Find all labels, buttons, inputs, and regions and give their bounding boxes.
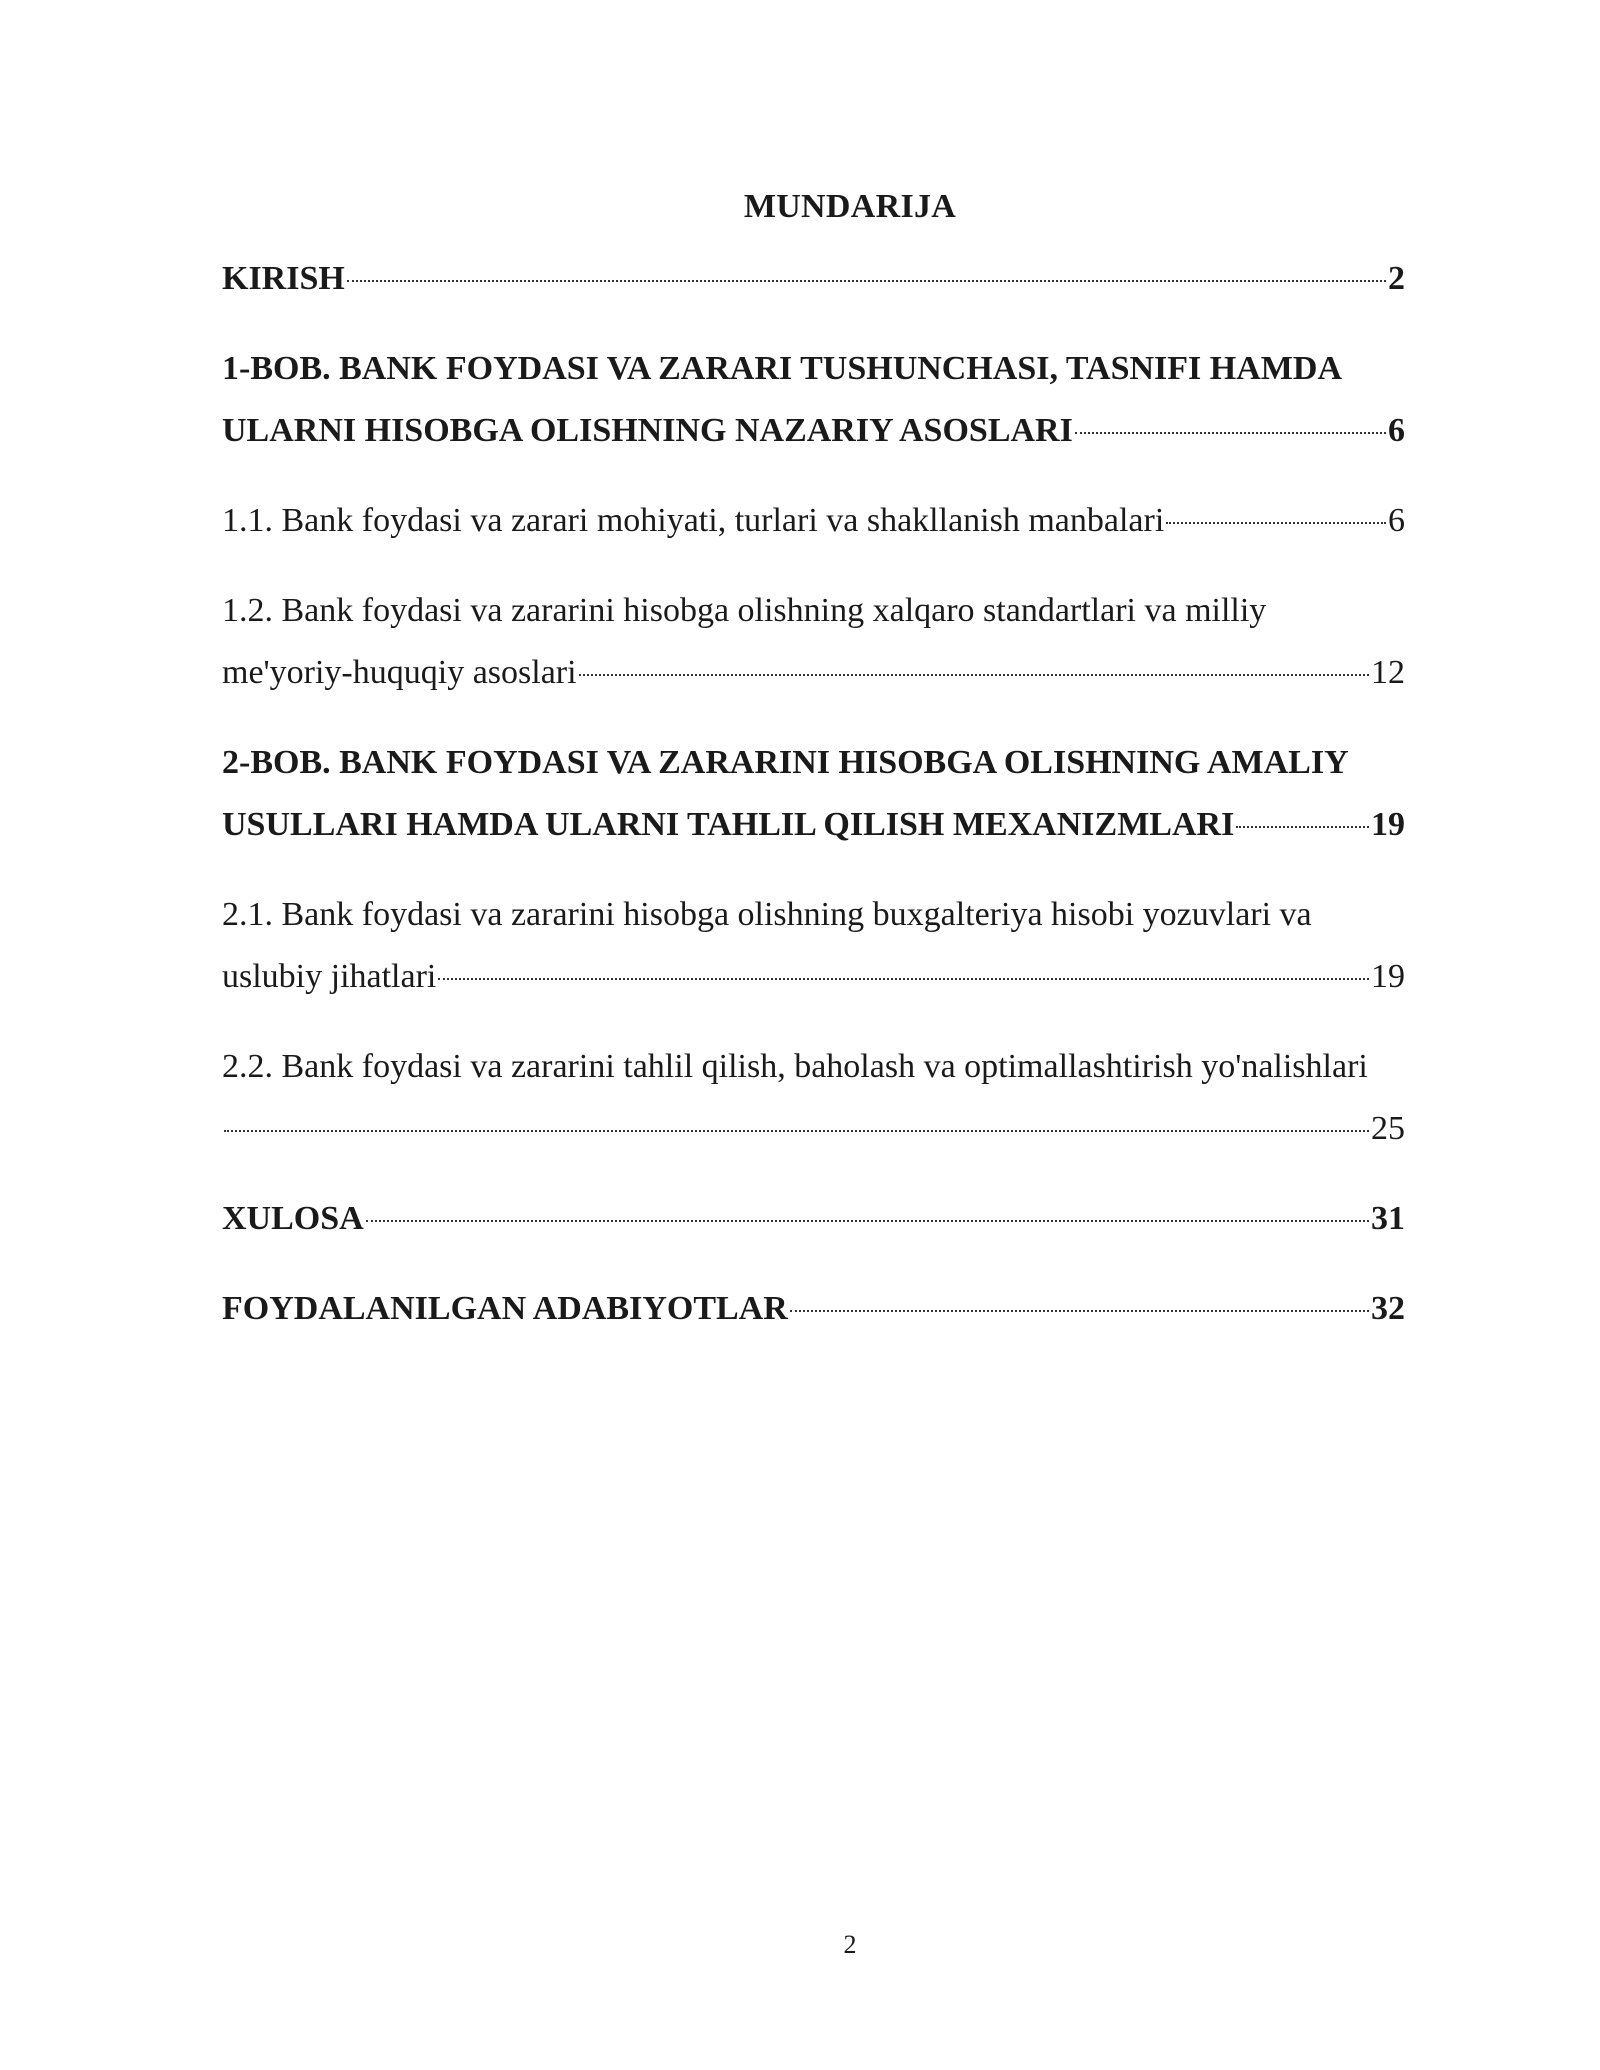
toc-entry-text: me'yoriy-huquqiy asoslari bbox=[222, 654, 577, 691]
toc-page-number: 31 bbox=[1371, 1200, 1405, 1237]
toc-entry-text-line-1: 1.2. Bank foydasi va zararini hisobga olishning xalqaro standartlari va milliy bbox=[222, 592, 1267, 629]
toc-entry-line bbox=[222, 1188, 1405, 1250]
toc-entry-line bbox=[222, 248, 1405, 310]
toc-entry-chapter-2[interactable] bbox=[222, 732, 1405, 856]
toc-entry-kirish[interactable] bbox=[222, 248, 1405, 310]
toc-page-number: 32 bbox=[1371, 1290, 1405, 1327]
dot-leader bbox=[790, 1310, 1369, 1312]
toc-entry-text-line-1: 2.2. Bank foydasi va zararini tahlil qilish, baholash va optimallashtirish yo'nalishlari bbox=[222, 1048, 1368, 1085]
toc-page-number: 25 bbox=[1371, 1110, 1405, 1147]
toc-page-number: 2 bbox=[1388, 260, 1405, 297]
toc-title: MUNDARIJA bbox=[743, 188, 957, 225]
toc-page-number: 6 bbox=[1388, 412, 1405, 449]
page-number-footer: 2 bbox=[843, 1930, 857, 1959]
toc-entry-line bbox=[222, 794, 1405, 856]
toc-entry-line bbox=[222, 490, 1405, 552]
dot-leader bbox=[1166, 522, 1386, 524]
dot-leader bbox=[347, 280, 1386, 282]
dot-leader bbox=[224, 1130, 1369, 1132]
toc-page-number: 6 bbox=[1388, 502, 1405, 539]
dot-leader bbox=[1236, 826, 1369, 828]
toc-entry-line bbox=[222, 400, 1405, 462]
toc-entry-section-1-2[interactable] bbox=[222, 580, 1405, 704]
toc-entry-line bbox=[222, 1098, 1405, 1160]
toc-entry-text-line-1: 1-BOB. BANK FOYDASI VA ZARARI TUSHUNCHASI, TASNIFI HAMDA bbox=[222, 350, 1342, 387]
toc-page-number: 19 bbox=[1371, 806, 1405, 843]
toc-entry-text: FOYDALANILGAN ADABIYOTLAR bbox=[222, 1290, 788, 1327]
toc-entry-text: 1.1. Bank foydasi va zarari mohiyati, turlari va shakllanish manbalari bbox=[222, 502, 1165, 539]
toc-page-number: 19 bbox=[1371, 958, 1405, 995]
dot-leader bbox=[579, 674, 1369, 676]
dot-leader bbox=[366, 1220, 1369, 1222]
toc-entry-text: USULLARI HAMDA ULARNI TAHLIL QILISH MEXANIZMLARI bbox=[222, 806, 1235, 843]
toc-entry-chapter-1[interactable] bbox=[222, 338, 1405, 462]
toc-entry-text: ULARNI HISOBGA OLISHNING NAZARIY ASOSLARI bbox=[222, 412, 1073, 449]
toc-page-number: 12 bbox=[1371, 654, 1405, 691]
toc-entry-section-2-2[interactable] bbox=[222, 1036, 1405, 1160]
toc-entry-section-2-1[interactable] bbox=[222, 884, 1405, 1008]
toc-entry-references[interactable] bbox=[222, 1278, 1405, 1340]
dot-leader bbox=[438, 978, 1369, 980]
toc-entry-text: KIRISH bbox=[222, 260, 345, 297]
toc-entry-text-line-1: 2.1. Bank foydasi va zararini hisobga olishning buxgalteriya hisobi yozuvlari va bbox=[222, 896, 1312, 933]
toc-entry-text-line-1: 2-BOB. BANK FOYDASI VA ZARARINI HISOBGA OLISHNING AMALIY bbox=[222, 744, 1349, 781]
toc-entry-section-1-1[interactable] bbox=[222, 490, 1405, 552]
toc-entry-text: uslubiy jihatlari bbox=[222, 958, 437, 995]
toc-entry-xulosa[interactable] bbox=[222, 1188, 1405, 1250]
dot-leader bbox=[1075, 432, 1386, 434]
toc-entry-line bbox=[222, 1278, 1405, 1340]
toc-entry-line bbox=[222, 946, 1405, 1008]
toc-entry-line bbox=[222, 642, 1405, 704]
toc-entry-text: XULOSA bbox=[222, 1200, 364, 1237]
